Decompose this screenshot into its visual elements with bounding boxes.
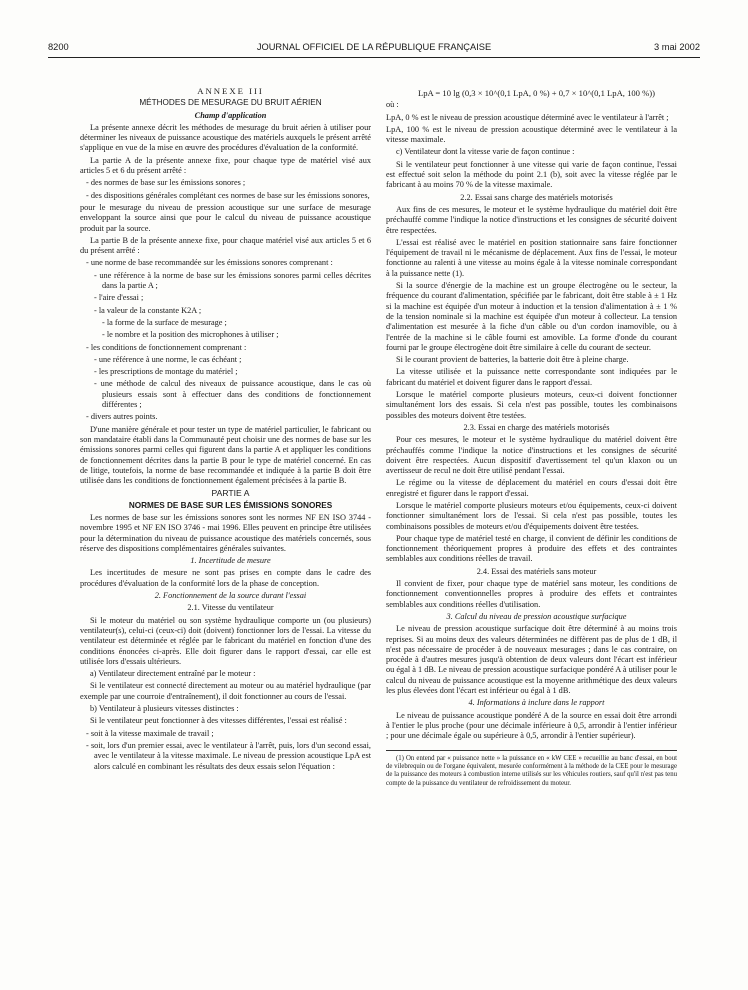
paragraph: Si le ventilateur est connecté directement au moteur ou au matériel hydraulique (par exemple par une courroie d'entraînement), il doit fonctionner au cours de l'essai. (80, 681, 371, 701)
list-item: - le nombre et la position des microphones à utiliser ; (102, 330, 279, 340)
subsection-heading: 2.3. Essai en charge des matériels motorisés (463, 422, 610, 432)
list-item: - des normes de base sur les émissions sonores ; (86, 178, 246, 188)
list-item: - des dispositions générales complétant ces normes de base sur les émissions sonores, (86, 190, 370, 200)
list-item: - une référence à la norme de base sur les émissions sonores parmi celles décrites dans la partie A ; (94, 270, 371, 291)
paragraph: Aux fins de ces mesures, le moteur et le système hydraulique du matériel doit être préchauffé comme l'indique la notice d'instructions et les consignes de sécurité doivent être respectées. (386, 204, 677, 235)
annex-title: MÉTHODES DE MESURAGE DU BRUIT AÉRIEN (139, 98, 322, 108)
page-number: 8200 (48, 42, 69, 52)
list-item: - une norme de base recommandée sur les émissions sonores comprenant : (86, 258, 333, 268)
paragraph: Les incertitudes de mesure ne sont pas prises en compte dans le cadre des procédures d'évaluation de la conformité lors de la phase de conception. (80, 568, 371, 588)
paragraph: Si le ventilateur peut fonctionner à une vitesse qui varie de façon continue, l'essai est effectué soit selon la méthode du point 2.1 (b), soit avec la vitesse réglée par le fabricant à au moins 70 % de la vitesse maximale. (386, 159, 677, 190)
paragraph: a) Ventilateur directement entraîné par le moteur : (90, 669, 256, 679)
paragraph: b) Ventilateur à plusieurs vitesses distinctes : (90, 704, 239, 714)
list-item: - soit, lors d'un premier essai, avec le ventilateur à l'arrêt, puis, lors d'un second essai, avec le ventilateur à la vitesse maximale. Le niveau de pression acoustique LpA est alors calculé en combinant les résultats des deux essais selon l'équation : (86, 740, 371, 771)
section-heading: 3. Calcul du niveau de pression acoustique surfacique (446, 611, 627, 621)
paragraph: Si le moteur du matériel ou son système hydraulique comporte un (ou plusieurs) ventilateur(s), celui-ci (ceux-ci) doit (doivent) fonctionner lors de l'essai. La vitesse du ventilateur est déterminée et réglée par le fabricant du matériel en fonction d'une des conditions énoncées ci-après. Elle doit figurer dans le rapport d'essai, car elle est utilisée lors d'essais ultérieurs. (80, 615, 371, 666)
paragraph: Lorsque le matériel comporte plusieurs moteurs et/ou équipements, ceux-ci doivent fonctionner simultanément lors de l'essai. Si cela n'est pas possible, toutes les combinaisons possibles de moteurs et/ou d'équipements doivent être testées. (386, 500, 677, 531)
paragraph: pour le mesurage du niveau de pression acoustique sur une surface de mesurage enveloppant la source ainsi que pour le calcul du niveau de puissance acoustique produit par la source. (80, 202, 371, 233)
list-item: - la valeur de la constante K2A ; (94, 305, 202, 315)
running-header (48, 42, 700, 56)
paragraph: Pour ces mesures, le moteur et le système hydraulique du matériel doivent être préchauffés comme l'indique la notice d'instructions et les consignes de sécurité doivent être respectées. Aucun dispositif d'avertissement tel qu'un klaxon ou un avertisseur de recul ne doit être utilisé pendant l'essai. (386, 435, 677, 476)
subsection-heading: 2.1. Vitesse du ventilateur (187, 603, 274, 613)
header-rule (48, 57, 700, 58)
scope-heading: Champ d'application (194, 110, 267, 120)
list-item: - l'aire d'essai ; (94, 293, 144, 303)
paragraph: où : (386, 100, 399, 110)
list-item: - les prescriptions de montage du matériel ; (94, 367, 238, 377)
subsection-heading: 2.2. Essai sans charge des matériels motorisés (460, 192, 613, 202)
part-title: NORMES DE BASE SUR LES ÉMISSIONS SONORES (128, 500, 333, 510)
paragraph: D'une manière générale et pour tester un type de matériel particulier, le fabricant ou son mandataire établi dans la Communauté peut choisir une des normes de base sur les émissions sonores parmi celles qui figurent dans la partie A et appliquer les conditions de fonctionnement décrites dans la partie B pour le type de matériel concerné. En cas de litige, toutefois, la norme de base recommandée et indiquée à la partie B doit être utilisée dans les conditions de fonctionnement également précisées à la partie B. (80, 424, 371, 486)
list-item: - les conditions de fonctionnement comprenant : (86, 342, 247, 352)
paragraph: La partie B de la présente annexe fixe, pour chaque matériel visé aux articles 5 et 6 du présent arrêté : (80, 235, 371, 256)
paragraph: Le régime ou la vitesse de déplacement du matériel en cours d'essai doit être enregistré et figurer dans le rapport d'essai. (386, 478, 677, 498)
section-heading: 2. Fonctionnement de la source durant l'essai (154, 591, 307, 601)
paragraph: Le niveau de pression acoustique surfacique doit être déterminé à au moins trois reprises. Si au moins deux des valeurs déterminées ne diffèrent pas de plus de 1 dB, il n'est pas nécessaire de procéder à de nouveaux mesurages ; dans le cas contraire, on procède à d'autres mesures jusqu'à obtention de deux valeurs dont l'écart est inférieur ou égal à 1 dB. Le niveau de pression acoustique surfacique pondéré A à utiliser pour le calcul du niveau de puissance acoustique est la moyenne arithmétique des deux valeurs les plus élevées dont l'écart est inférieur ou égal à 1 dB. (386, 624, 677, 696)
footnote: (1) On entend par « puissance nette » la puissance en « kW CEE » recueillie au banc d'essai, en bout de vilebrequin ou de l'organe équivalent, mesurée conformément à la méthode de la CEE pour le mesurage de la puissance des moteurs à combustion interne utilisés sur les véhicules routiers, sauf qu'il n'est pas tenu compte de la puissance du ventilateur de refroidissement du moteur. (386, 754, 677, 787)
definition: LpA, 0 % est le niveau de pression acoustique déterminé avec le ventilateur à l'arrêt ; (386, 112, 669, 122)
paragraph: Si le courant provient de batteries, la batterie doit être à pleine charge. (396, 355, 629, 365)
formula: LpA = 10 lg (0,3 × 10^(0,1 LpA, 0 %) + 0,7 × 10^(0,1 LpA, 100 %)) (417, 88, 656, 98)
paragraph: c) Ventilateur dont la vitesse varie de façon continue : (396, 147, 575, 157)
paragraph: La partie A de la présente annexe fixe, pour chaque type de matériel visé aux articles 5 et 6 du présent arrêté : (80, 155, 371, 176)
paragraph: La présente annexe décrit les méthodes de mesurage du bruit aérien à utiliser pour déterminer les niveaux de puissance acoustique des matériels auxquels le présent arrêté s'applique en vue de la mise en œuvre des procédures d'évaluation de la conformité. (80, 122, 371, 153)
list-item: - soit à la vitesse maximale de travail ; (86, 728, 214, 738)
section-heading: 4. Informations à inclure dans le rapport (468, 698, 605, 708)
paragraph: Si la source d'énergie de la machine est un groupe électrogène ou le secteur, la fréquence du courant d'alimentation, spécifiée par le fabricant, doit être stable à ± 1 Hz si la machine est équipée d'un moteur à induction et la tension d'alimentation à ± 1 % de la tension nominale si la machine est équipée d'un moteur à collecteur. La tension d'alimentation est mesurée à la fiche d'un câble ou d'un cordon inamovible, ou à l'entrée de la machine si le câble fourni est amovible. La forme d'onde du courant fourni par le groupe électrogène doit être similaire à celle du courant de secteur. (386, 281, 677, 352)
journal-title: JOURNAL OFFICIEL DE LA RÉPUBLIQUE FRANÇAISE (256, 42, 492, 52)
section-heading: 1. Incertitude de mesure (190, 556, 271, 566)
list-item: - divers autres points. (86, 412, 158, 422)
definition: LpA, 100 % est le niveau de pression acoustique déterminé avec le ventilateur à la vitesse maximale. (386, 124, 677, 145)
footnote-rule (386, 750, 677, 751)
list-item: - une méthode de calcul des niveaux de puissance acoustique, dans le cas où plusieurs essais sont à effectuer dans des conditions de fonctionnement différentes ; (94, 379, 371, 410)
annex-heading: ANNEXE III (197, 86, 264, 96)
subsection-heading: 2.4. Essai des matériels sans moteur (476, 566, 597, 576)
paragraph: Si le ventilateur peut fonctionner à des vitesses différentes, l'essai est réalisé : (90, 716, 347, 726)
part-heading: PARTIE A (211, 488, 250, 499)
right-column (386, 88, 677, 790)
left-column (80, 86, 371, 774)
paragraph: L'essai est réalisé avec le matériel en position stationnaire sans faire fonctionner l'équipement de travail ni le mécanisme de déplacement. Aux fins de l'essai, le moteur fonctionne au ralenti à une vitesse au moins égale à la vitesse nominale correspondant à la puissance nette (1). (386, 237, 677, 278)
list-item: - une référence à une norme, le cas échéant ; (94, 354, 242, 364)
paragraph: Lorsque le matériel comporte plusieurs moteurs, ceux-ci doivent fonctionner simultanément lors des essais. Si cela n'est pas possible, toutes les combinaisons possibles des moteurs doivent être testées. (386, 390, 677, 420)
paragraph: Pour chaque type de matériel testé en charge, il convient de définir les conditions de fonctionnement théoriquement propres à produire des effets et des contraintes semblables aux conditions réelles de travail. (386, 533, 677, 564)
paragraph: La vitesse utilisée et la puissance nette correspondante sont indiquées par le fabricant du matériel et doivent figurer dans le rapport d'essai. (386, 367, 677, 387)
list-item: - la forme de la surface de mesurage ; (102, 317, 227, 327)
issue-date: 3 mai 2002 (654, 42, 700, 52)
paragraph: Les normes de base sur les émissions sonores sont les normes NF EN ISO 3744 - novembre 1995 et NF EN ISO 3746 - mai 1996. Elles peuvent en principe être utilisées pour la détermination du niveau de puissance acoustique des matériels concernés, sous réserve des dispositions complémentaires générales suivantes. (80, 512, 371, 553)
paragraph: Il convient de fixer, pour chaque type de matériel sans moteur, les conditions de fonctionnement conventionnelles propres à produire des effets et contraintes semblables aux conditions réelles d'utilisation. (386, 579, 677, 609)
paragraph: Le niveau de puissance acoustique pondéré A de la source en essai doit être arrondi à l'entier le plus proche (pour une décimale inférieure à 0,5, arrondir à l'entier inférieur ; pour une décimale égale ou supérieure à 0,5, arrondir à l'entier supérieur). (386, 710, 677, 741)
